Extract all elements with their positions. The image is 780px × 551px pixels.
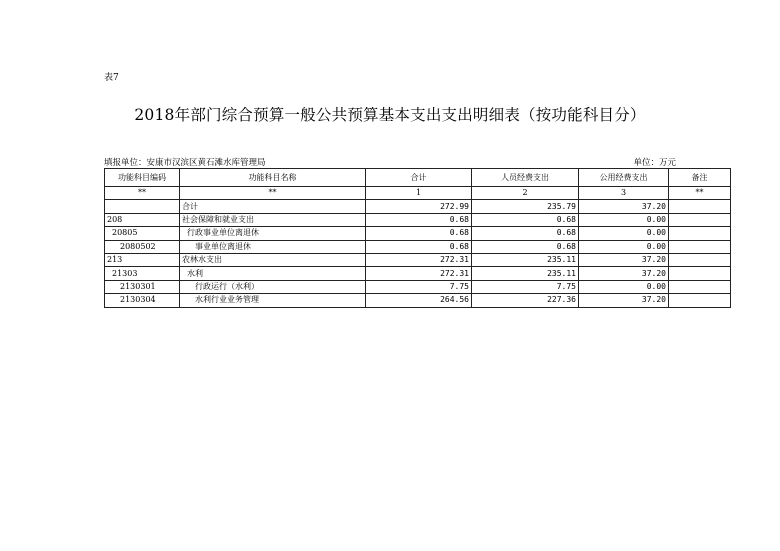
expenditure-table [104, 168, 731, 308]
personnel-cell: 0.68 [472, 240, 579, 253]
public-cell: 37.20 [579, 200, 669, 213]
public-cell: 0.00 [579, 227, 669, 240]
table-row [105, 240, 731, 253]
index-cell: 3 [579, 187, 669, 200]
total-cell: 0.68 [366, 213, 472, 226]
code-cell: 2130301 [105, 280, 180, 293]
name-cell: 行政事业单位离退休 [180, 227, 366, 240]
table-row [105, 267, 731, 280]
code-cell: 2080502 [105, 240, 180, 253]
table-row [105, 280, 731, 293]
code-cell: 2130304 [105, 294, 180, 307]
name-cell: 水利 [180, 267, 366, 280]
name-cell: 合计 [180, 200, 366, 213]
name-cell: 行政运行（水利） [180, 280, 366, 293]
public-cell: 0.00 [579, 240, 669, 253]
personnel-cell: 235.11 [472, 267, 579, 280]
code-cell [105, 200, 180, 213]
personnel-cell: 235.11 [472, 253, 579, 266]
index-cell: 2 [472, 187, 579, 200]
name-cell: 水利行业业务管理 [180, 294, 366, 307]
total-cell: 7.75 [366, 280, 472, 293]
table-row [105, 227, 731, 240]
total-cell: 272.31 [366, 267, 472, 280]
header-name: 功能科目名称 [180, 169, 366, 187]
note-cell [669, 200, 731, 213]
personnel-cell: 235.79 [472, 200, 579, 213]
name-cell: 社会保障和就业支出 [180, 213, 366, 226]
total-cell: 0.68 [366, 240, 472, 253]
note-cell [669, 280, 731, 293]
note-cell [669, 240, 731, 253]
name-cell: 农林水支出 [180, 253, 366, 266]
public-cell: 37.20 [579, 267, 669, 280]
table-row [105, 294, 731, 307]
personnel-cell: 0.68 [472, 227, 579, 240]
code-cell: 208 [105, 213, 180, 226]
total-cell: 264.56 [366, 294, 472, 307]
index-cell: ** [105, 187, 180, 200]
code-cell: 213 [105, 253, 180, 266]
header-row [105, 169, 731, 187]
personnel-cell: 227.36 [472, 294, 579, 307]
note-cell [669, 294, 731, 307]
index-cell: ** [669, 187, 731, 200]
table-row [105, 253, 731, 266]
public-cell: 37.20 [579, 294, 669, 307]
public-cell: 0.00 [579, 213, 669, 226]
index-cell: 1 [366, 187, 472, 200]
personnel-cell: 0.68 [472, 213, 579, 226]
public-cell: 0.00 [579, 280, 669, 293]
reporting-unit: 填报单位：安康市汉滨区黄石滩水库管理局 [104, 158, 266, 168]
header-personnel: 人员经费支出 [472, 169, 579, 187]
note-cell [669, 267, 731, 280]
currency-unit: 单位：万元 [633, 158, 676, 168]
total-cell: 0.68 [366, 227, 472, 240]
note-cell [669, 253, 731, 266]
note-cell [669, 213, 731, 226]
note-cell [669, 227, 731, 240]
header-total: 合计 [366, 169, 472, 187]
index-cell: ** [180, 187, 366, 200]
header-code: 功能科目编码 [105, 169, 180, 187]
total-cell: 272.99 [366, 200, 472, 213]
table-row [105, 200, 731, 213]
personnel-cell: 7.75 [472, 280, 579, 293]
total-cell: 272.31 [366, 253, 472, 266]
table-tag: 表7 [104, 73, 119, 83]
table-row [105, 213, 731, 226]
code-cell: 21303 [105, 267, 180, 280]
public-cell: 37.20 [579, 253, 669, 266]
header-public: 公用经费支出 [579, 169, 669, 187]
code-cell: 20805 [105, 227, 180, 240]
name-cell: 事业单位离退休 [180, 240, 366, 253]
page-title: 2018年部门综合预算一般公共预算基本支出支出明细表（按功能科目分） [134, 106, 646, 124]
index-row [105, 187, 731, 200]
header-note: 备注 [669, 169, 731, 187]
